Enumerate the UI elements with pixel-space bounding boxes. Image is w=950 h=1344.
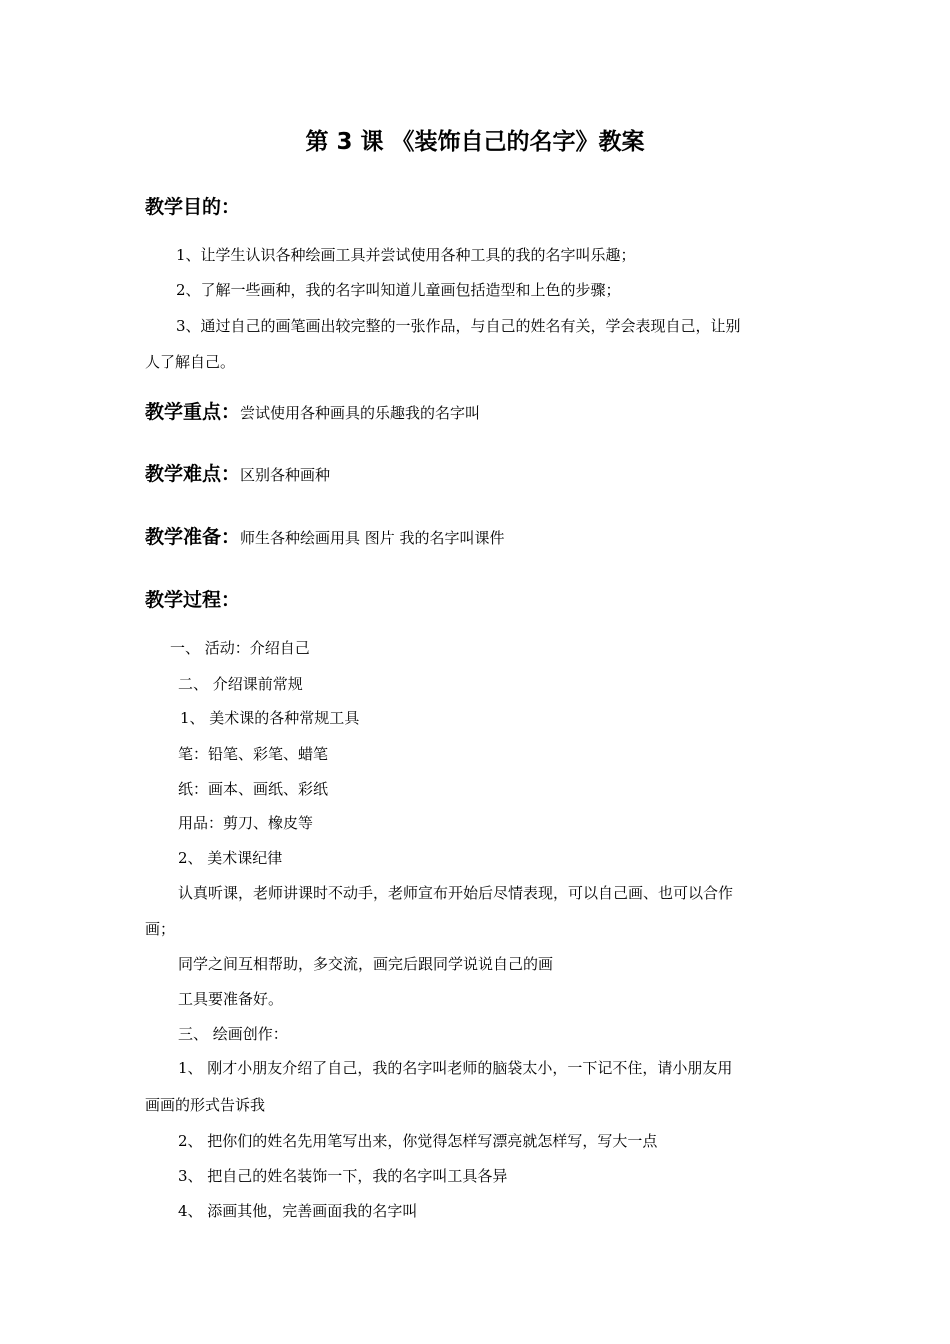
process-line: 纸：画本、画纸、彩纸 [178,780,329,798]
document-title: 第 3 课 《装饰自己的名字》教案 [305,129,645,155]
objective-item-2: 2、了解一些画种，我的名字叫知道儿童画包括造型和上色的步骤； [176,281,621,299]
process-line: 认真听课，老师讲课时不动手，老师宣布开始后尽情表现，可以自己画、也可以合作 [178,884,734,902]
process-line: 二、 介绍课前常规 [178,675,303,693]
process-line: 笔：铅笔、彩笔、蜡笔 [178,745,329,763]
process-line: 一、 活动：介绍自己 [170,639,310,657]
difficulties-text: 区别各种画种 [240,466,331,484]
process-line: 2、 美术课纪律 [178,849,283,867]
process-line: 工具要准备好。 [178,990,284,1008]
objectives-heading: 教学目的： [145,196,241,218]
key-points-heading: 教学重点： [145,401,241,423]
key-points-text: 尝试使用各种画具的乐趣我的名字叫 [240,404,481,422]
process-heading: 教学过程： [145,589,241,611]
process-line: 三、 绘画创作： [178,1025,288,1043]
preparation-text: 师生各种绘画用具 图片 我的名字叫课件 [240,529,505,547]
process-line: 1、 美术课的各种常规工具 [180,709,360,727]
process-line: 画画的形式告诉我 [145,1096,266,1114]
difficulties-row [145,459,330,490]
process-line: 同学之间互相帮助，多交流，画完后跟同学说说自己的画 [178,955,554,973]
process-line: 1、 刚才小朋友介绍了自己，我的名字叫老师的脑袋太小，一下记不住，请小朋友用 [178,1059,733,1077]
preparation-row [145,522,505,553]
process-line: 4、 添画其他，完善画面我的名字叫 [178,1202,418,1220]
process-line: 用品：剪刀、橡皮等 [178,814,314,832]
objective-item-3: 3、通过自己的画笔画出较完整的一张作品，与自己的姓名有关，学会表现自己，让别 [176,317,741,335]
objective-item-3-continued: 人了解自己。 [145,353,236,371]
process-line: 3、 把自己的姓名装饰一下，我的名字叫工具各异 [178,1167,508,1185]
objective-item-1: 1、让学生认识各种绘画工具并尝试使用各种工具的我的名字叫乐趣； [176,246,636,264]
preparation-heading: 教学准备： [145,526,241,548]
key-points-row [145,397,480,428]
process-line: 画； [145,920,176,938]
difficulties-heading: 教学难点： [145,463,241,485]
process-line: 2、 把你们的姓名先用笔写出来，你觉得怎样写漂亮就怎样写，写大一点 [178,1132,658,1150]
